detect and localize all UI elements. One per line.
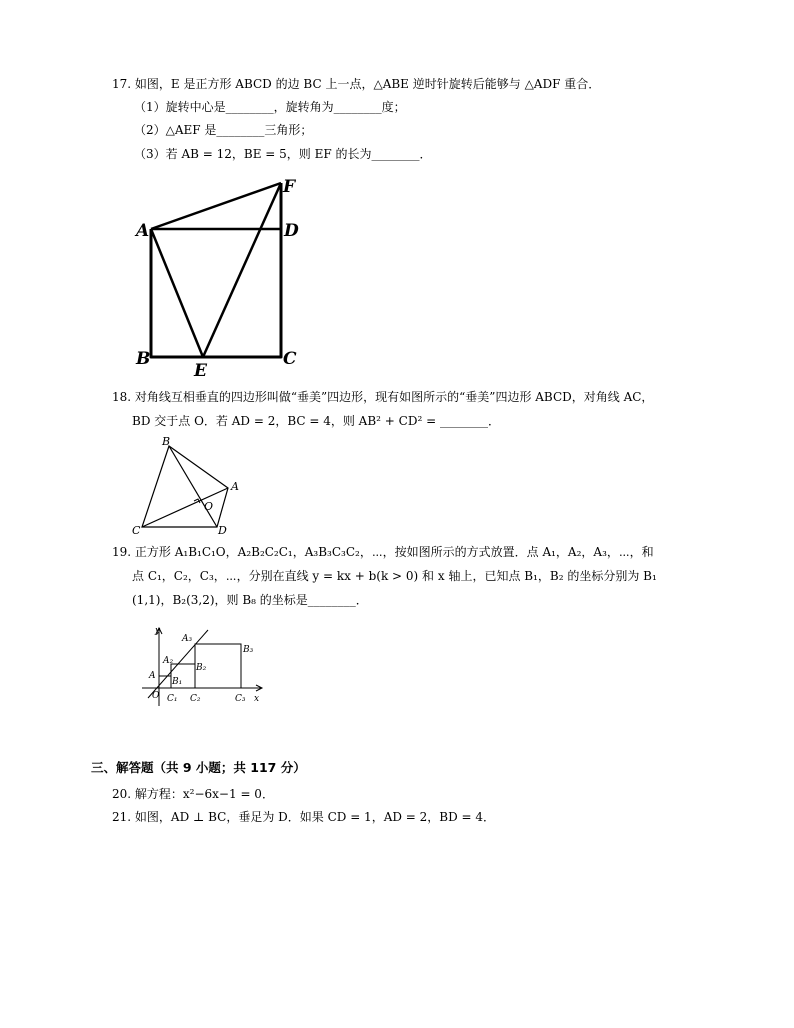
section-title: 三、解答题（共 9 小题；共 117 分） bbox=[91, 760, 306, 775]
q17-label-B: B bbox=[136, 349, 151, 369]
q19-label-A1: A bbox=[149, 671, 156, 681]
q17-part3: （3）若 AB = 12，BE = 5，则 EF 的长为________． bbox=[134, 147, 432, 161]
q19-label-C1: C₁ bbox=[167, 694, 178, 704]
q18-label-B: B bbox=[162, 435, 171, 448]
q19-label-y: y bbox=[155, 626, 161, 636]
q18-diagonal-BD bbox=[169, 446, 217, 527]
q19-label-A2: A₂ bbox=[163, 656, 174, 666]
q19-label-B2: B₂ bbox=[196, 663, 207, 673]
q18-stem-line2: BD 交于点 O．若 AD = 2，BC = 4，则 AB² + CD² = ________． bbox=[132, 414, 500, 428]
q18-label-D: D bbox=[218, 524, 227, 537]
q19-label-C2: C₂ bbox=[190, 694, 201, 704]
q17-segment-AE bbox=[151, 229, 203, 357]
q19-label-x: x bbox=[254, 694, 260, 704]
q19-label-A3: A₃ bbox=[182, 634, 193, 644]
q19-stem-line3: (1,1)，B₂(3,2)，则 B₈ 的坐标是________． bbox=[132, 593, 368, 607]
q17-segment-AF bbox=[151, 183, 281, 229]
q17-part2: （2）△AEF 是________三角形； bbox=[134, 123, 313, 137]
q18-stem-line1: 18. 对角线互相垂直的四边形叫做“垂美”四边形，现有如图所示的“垂美”四边形 ABCD，对角线 AC， bbox=[112, 390, 654, 404]
q18-diagonal-AC bbox=[142, 488, 228, 527]
q19-label-O: O bbox=[152, 691, 160, 701]
q19-square-1 bbox=[159, 676, 171, 688]
q18-figure bbox=[130, 436, 245, 541]
q17-square-sides bbox=[151, 229, 281, 357]
q17-stem: 17. 如图，E 是正方形 ABCD 的边 BC 上一点，△ABE 逆时针旋转后能够与 △ADF 重合． bbox=[112, 77, 601, 91]
q19-label-C3: C₃ bbox=[235, 694, 246, 704]
q17-label-C: C bbox=[283, 349, 297, 369]
q19-figure bbox=[140, 622, 270, 712]
q18-quadrilateral bbox=[142, 446, 228, 527]
q17-part1: （1）旋转中心是________，旋转角为________度； bbox=[134, 100, 406, 114]
q19-label-B3: B₃ bbox=[243, 645, 254, 655]
q21-text: 21. 如图，AD ⊥ BC，垂足为 D．如果 CD = 1，AD = 2，BD = 4． bbox=[112, 810, 496, 824]
q17-label-D: D bbox=[284, 221, 299, 241]
q17-label-E: E bbox=[194, 361, 207, 381]
q18-label-C: C bbox=[132, 524, 141, 537]
q19-stem-line2: 点 C₁，C₂，C₃，⋯，分别在直线 y = kx + b(k > 0) 和 x 轴上，已知点 B₁，B₂ 的坐标分别为 B₁ bbox=[132, 569, 657, 583]
q19-stem-line1: 19. 正方形 A₁B₁C₁O，A₂B₂C₂C₁，A₃B₃C₃C₂，⋯，按如图所示的方式放置．点 A₁，A₂，A₃，⋯，和 bbox=[112, 545, 654, 559]
q17-segment-EF bbox=[203, 183, 281, 357]
q18-label-O: O bbox=[204, 500, 214, 513]
q17-label-F: F bbox=[283, 177, 296, 197]
q20-text: 20. 解方程：x²−6x−1 = 0． bbox=[112, 787, 274, 801]
q17-figure bbox=[130, 170, 310, 385]
q17-label-A: A bbox=[136, 221, 150, 241]
q19-label-B1: B₁ bbox=[172, 677, 183, 687]
q18-label-A: A bbox=[231, 480, 239, 493]
